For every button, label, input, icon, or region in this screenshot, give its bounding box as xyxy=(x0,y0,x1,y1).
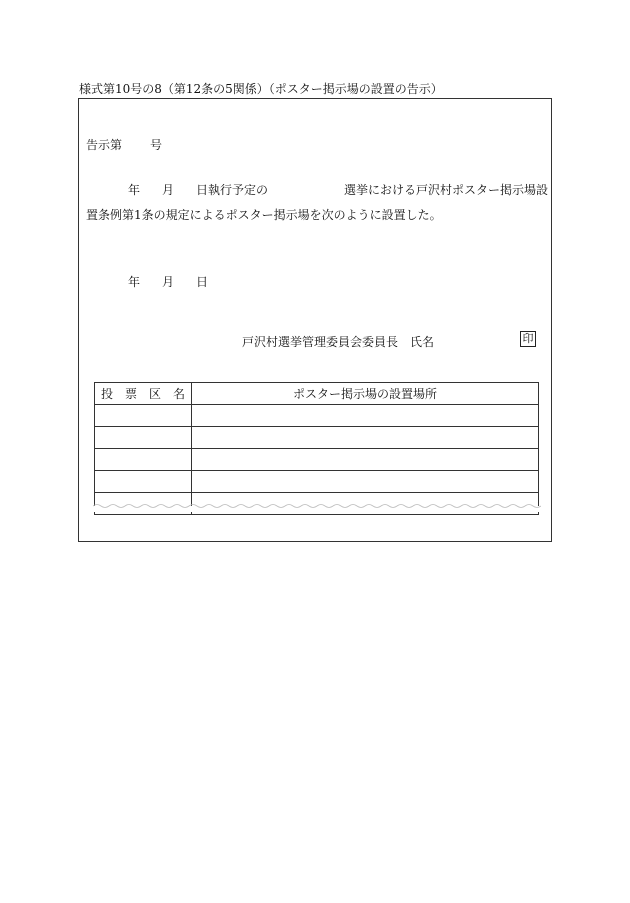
cell-location[interactable] xyxy=(192,427,539,449)
cell-district[interactable] xyxy=(95,449,192,471)
header-location: ポスター掲示場の設置場所 xyxy=(192,383,539,405)
signer-line: 戸沢村選挙管理委員会委員長 氏名 xyxy=(242,335,435,349)
issue-month: 月 xyxy=(162,275,175,289)
cell-location[interactable] xyxy=(192,405,539,427)
table-header-row xyxy=(95,383,539,405)
table-row xyxy=(95,405,539,427)
cell-location[interactable] xyxy=(192,471,539,493)
notice-body-line-2: 置条例第1条の規定によるポスター掲示場を次のように設置した。 xyxy=(86,208,442,222)
table-row xyxy=(95,471,539,493)
body-day-exec: 日執行予定の xyxy=(196,183,269,197)
cell-district[interactable] xyxy=(95,471,192,493)
header-voting-district: 投 票 区 名 xyxy=(95,383,192,405)
cell-location[interactable] xyxy=(192,449,539,471)
table-row xyxy=(95,427,539,449)
poster-location-table xyxy=(94,382,539,515)
issue-year: 年 xyxy=(128,275,141,289)
cell-district[interactable] xyxy=(95,427,192,449)
body-year: 年 xyxy=(128,183,141,197)
notice-number xyxy=(86,136,162,153)
notice-number-suffix: 号 xyxy=(150,138,163,152)
body-month: 月 xyxy=(162,183,175,197)
notice-form-frame xyxy=(78,98,552,542)
notice-number-prefix: 告示第 xyxy=(86,138,123,152)
table-row xyxy=(95,449,539,471)
cell-district[interactable] xyxy=(95,405,192,427)
table-continuation-wavy-edge xyxy=(93,502,541,512)
body-election-text: 選挙における戸沢村ポスター掲示場設 xyxy=(344,183,549,197)
seal-mark: 印 xyxy=(520,331,536,347)
issue-day: 日 xyxy=(196,275,209,289)
form-caption: 様式第10号の8（第12条の5関係）（ポスター掲示場の設置の告示） xyxy=(79,82,443,96)
